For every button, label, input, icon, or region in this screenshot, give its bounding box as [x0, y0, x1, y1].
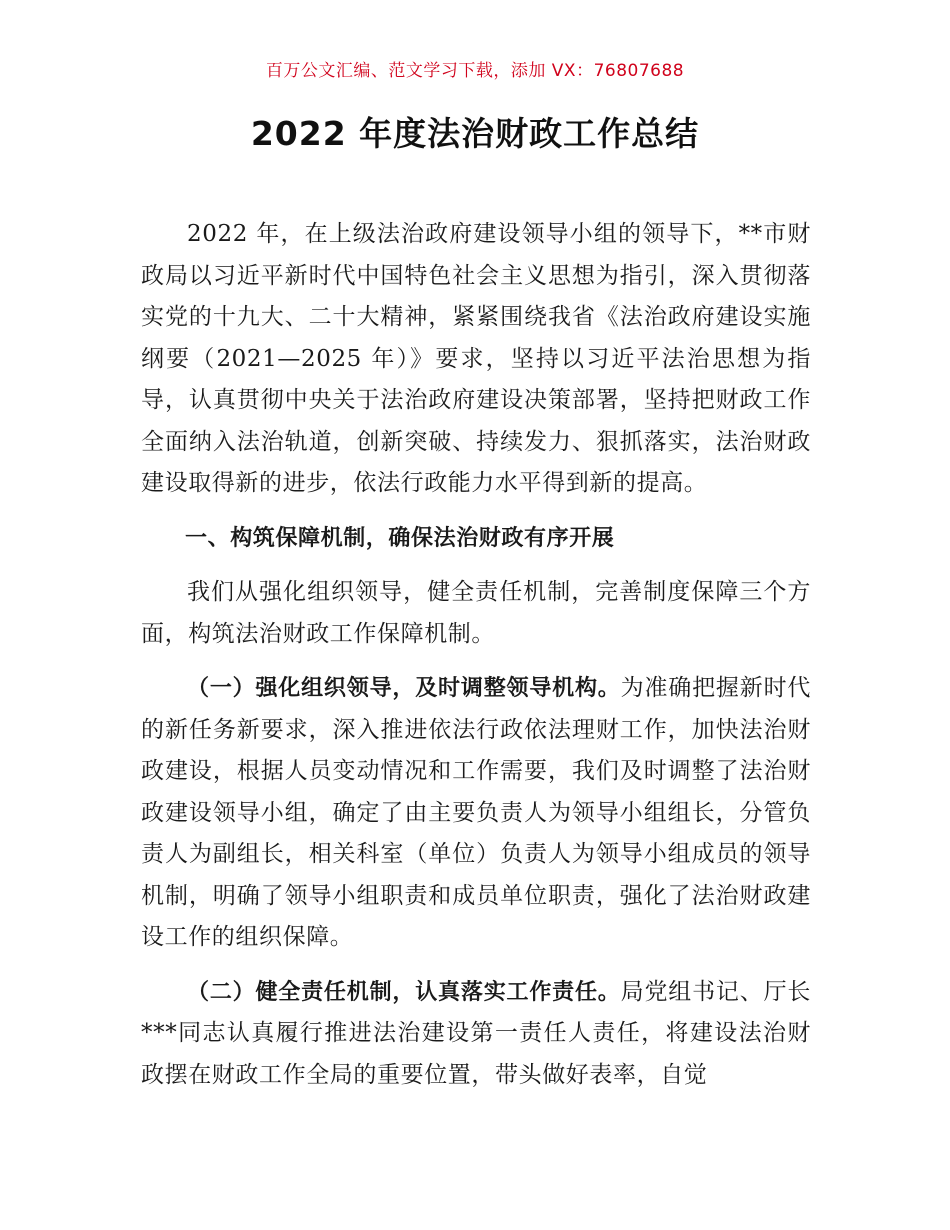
item-2-paragraph: [141, 972, 811, 1097]
watermark-header: 百万公文汇编、范文学习下载，添加 VX：76807688: [265, 61, 685, 81]
item-1-lead: （一）强化组织领导，及时调整领导机构。: [187, 676, 621, 701]
section-1-intro-paragraph: 我们从强化组织领导，健全责任机制，完善制度保障三个方面，构筑法治财政工作保障机制。: [141, 579, 811, 647]
item-2-lead: （二）健全责任机制，认真落实工作责任。: [187, 979, 621, 1005]
page-title: 2022 年度法治财政工作总结: [250, 114, 700, 153]
section-1-heading: 一、构筑保障机制，确保法治财政有序开展: [185, 525, 615, 551]
item-1-paragraph: [141, 668, 811, 959]
item-1-text: 为准确把握新时代的新任务新要求，深入推进依法行政依法理财工作，加快法治财政建设，根据人员变动情况和工作需要，我们及时调整了法治财政建设领导小组，确定了由主要负责人为领导小组组长，分管负责人为副组长，相关科室（单位）负责人为领导小组成员的领导机制，明确了领导小组职责和成员单位职责，强化了法治财政建设工作的组织保障。: [141, 675, 811, 950]
item-2-text: 局党组书记、厅长***同志认真履行推进法治建设第一责任人责任，将建设法治财政摆在财政工作全局的重要位置，带头做好表率，自觉: [141, 978, 811, 1088]
document-body: [141, 214, 811, 1109]
intro-paragraph: 2022 年，在上级法治政府建设领导小组的领导下，**市财政局以习近平新时代中国特色社会主义思想为指引，深入贯彻落实党的十九大、二十大精神，紧紧围绕我省《法治政府建设实施纲要（2021—2025 年）》要求，坚持以习近平法治思想为指导，认真贯彻中央关于法治政府建设决策部署，坚持把财政工作全面纳入法治轨道，创新突破、持续发力、狠抓落实，法治财政建设取得新的进步，依法行政能力水平得到新的提高。: [141, 221, 811, 496]
